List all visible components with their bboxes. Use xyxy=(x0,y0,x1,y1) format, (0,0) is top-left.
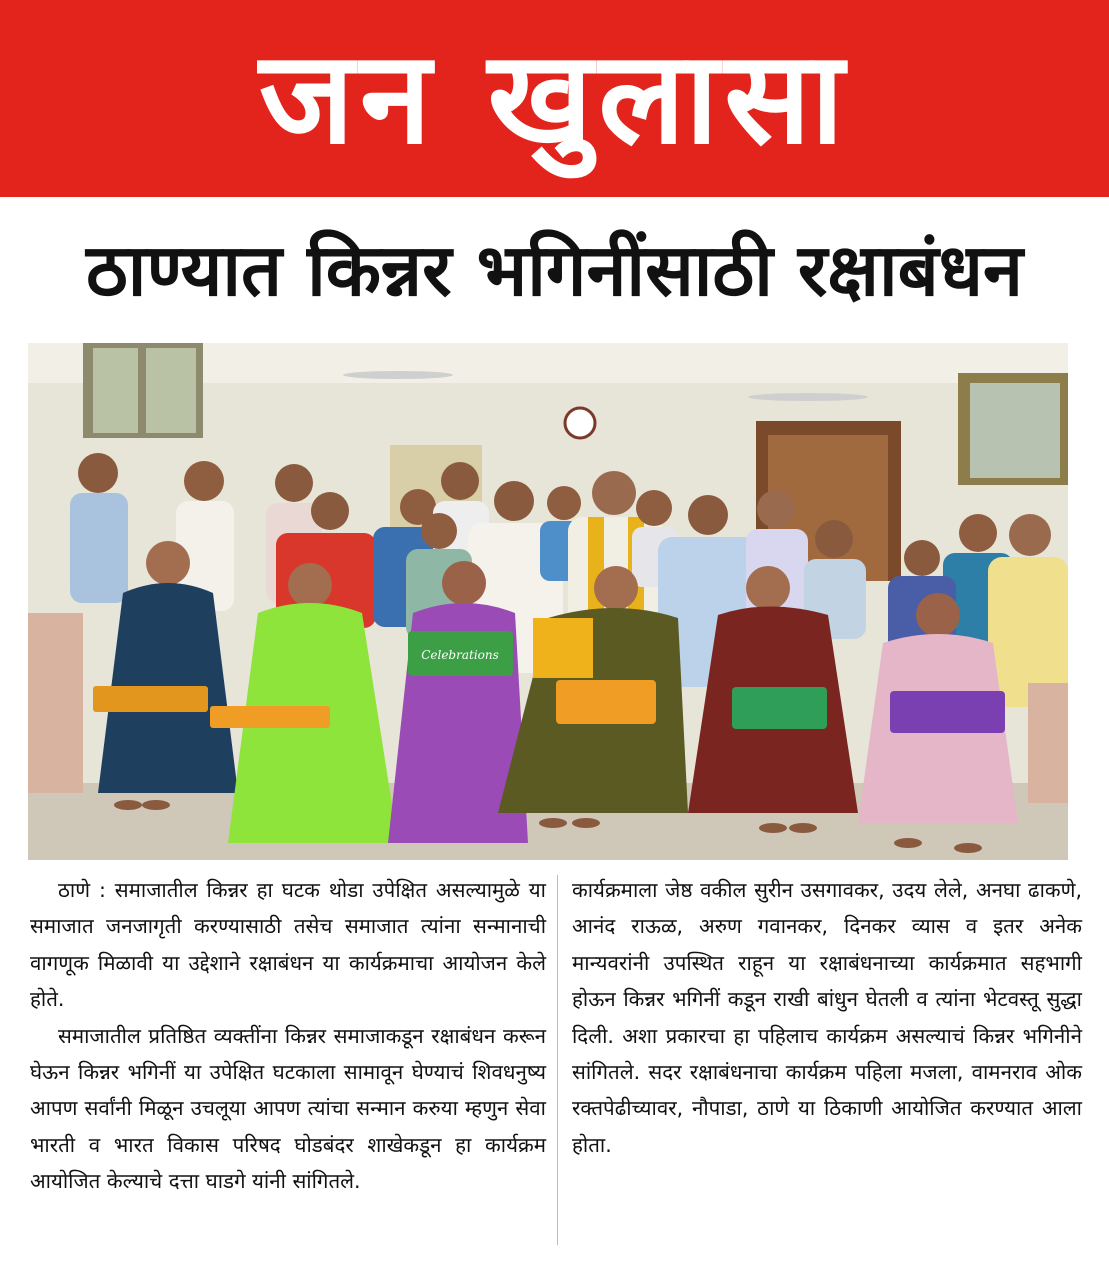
headline: ठाण्यात किन्नर भगिनींसाठी रक्षाबंधन xyxy=(85,228,1024,312)
group-photo-illustration xyxy=(28,343,1068,860)
column-divider xyxy=(557,875,558,1245)
paragraph-1-text: समाजातील किन्नर हा घटक थोडा उपेक्षित असल्यामुळे या समाजात जनजागृती करण्यासाठी तसेच समाजात त्यांना सन्मानाची वागणूक मिळावी या उद्देशाने रक्षाबंधन या कार्यक्रमाचा आयोजन केले होते. xyxy=(30,878,546,1012)
masthead-title: जन खुलासा xyxy=(259,23,850,173)
news-photo xyxy=(28,343,1068,860)
article-column-right xyxy=(572,872,1082,1163)
article-paragraph-1 xyxy=(30,872,546,1018)
article-column-left xyxy=(30,872,546,1200)
article-paragraph-3: कार्यक्रमाला जेष्ठ वकील सुरीन उसगावकर, उदय लेले, अनघा ढाकणे, आनंद राऊळ, अरुण गवानकर, दिनकर व्यास व इतर अनेक मान्यवरांनी उपस्थित राहून या रक्षाबंधनाच्या कार्यक्रमात सहभागी होऊन किन्नर भगिनीं कडून राखी बांधुन घेतली व त्यांना भेटवस्तू सुद्धा दिली. अशा प्रकारचा हा पहिलाच कार्यक्रम असल्याचं किन्नर भगिनीने सांगितले. सदर रक्षाबंधनाचा कार्यक्रम पहिला मजला, वामनराव ओक रक्तपेढीच्यावर, नौपाडा, ठाणे या ठिकाणी आयोजित करण्यात आला होता. xyxy=(572,878,1082,1157)
dateline: ठाणे : xyxy=(58,878,106,902)
masthead xyxy=(0,0,1109,197)
gift-box-label: Celebrations xyxy=(421,648,499,662)
article-paragraph-2: समाजातील प्रतिष्ठित व्यक्तींना किन्नर समाजाकडून रक्षाबंधन करून घेऊन किन्नर भगिनीं या उपेक्षित घटकाला सामावून घेण्याचं शिवधनुष्य आपण सर्वांनी मिळून उचलूया आपण त्यांचा सन्मान करुया म्हणुन सेवा भारती व भारत विकास परिषद घोडबंदर शाखेकडून हा कार्यक्रम आयोजित केल्याचे दत्ता घाडगे यांनी सांगितले. xyxy=(30,1023,546,1194)
